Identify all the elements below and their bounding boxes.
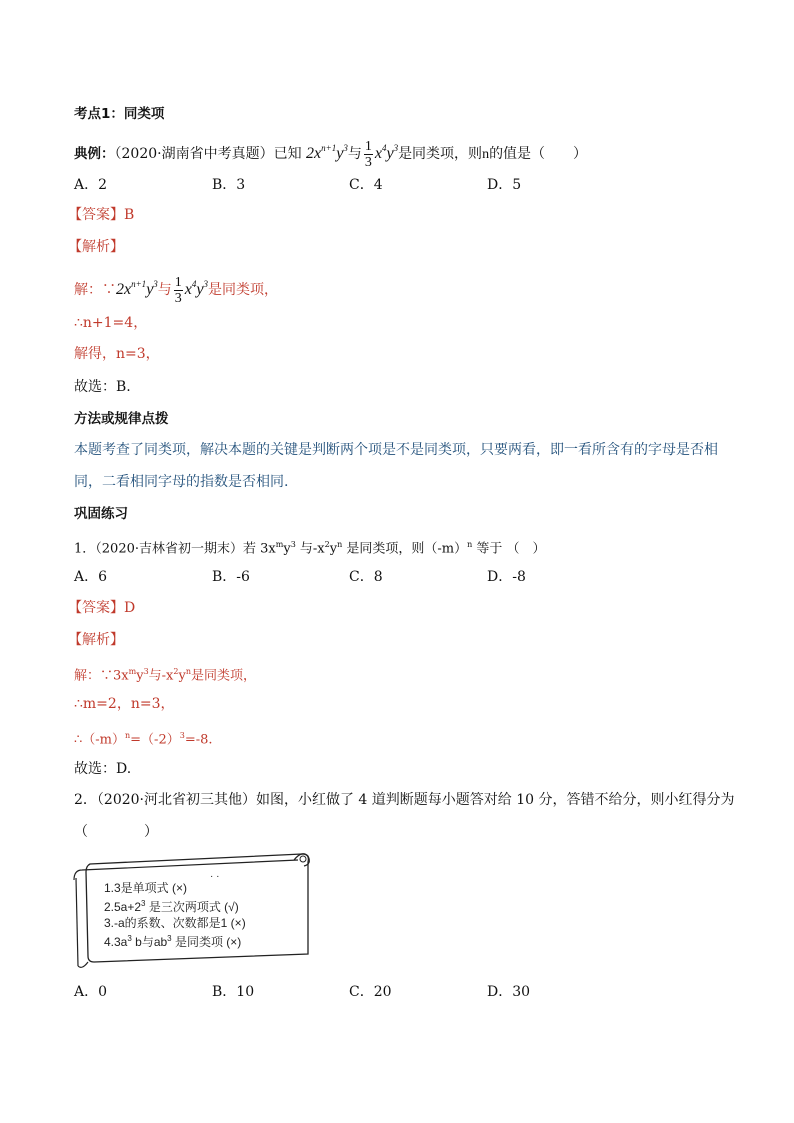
example-solution: 解：$\because 2x^{n+1}y^3$与 $\frac{1}{3}$ $x^4y^3$是同类项，	[74, 274, 279, 306]
example-question: 典例：（2020·湖南省中考真题）已知 $2x^{n+1}y^3$与 $\frac{1}{3}$ $x^4y^3$是同类项，则n的值是（ ）	[74, 138, 588, 170]
q1-option-c: C．8	[349, 569, 383, 585]
q1-answer: 【答案】D	[68, 600, 136, 616]
expr-left: $2x^{n+1}y^3$	[306, 143, 348, 162]
example-answer: 【答案】B	[68, 207, 135, 223]
q1-step-1: ∴m=2，n=3，	[74, 696, 175, 712]
scroll-text	[104, 871, 246, 950]
q1-step-3: 故选：D.	[74, 761, 132, 777]
q2-option-d: D．30	[487, 984, 531, 1000]
q2-option-c: C．20	[349, 984, 392, 1000]
example-step-3: 故选：B.	[74, 379, 131, 395]
q1-option-a: A．6	[74, 569, 108, 585]
q2-blank: （ ）	[74, 824, 158, 840]
section-title: 考点1：同类项	[74, 106, 165, 122]
practice-title: 巩固练习	[74, 506, 128, 522]
example-source: （2020·湖南省中考真题）已知	[114, 146, 302, 162]
example-option-c: C．4	[349, 177, 383, 193]
method-line-2: 同，二看相同字母的指数是否相同.	[74, 474, 289, 490]
q1-option-b: B．-6	[212, 569, 250, 585]
q2-option-b: B．10	[212, 984, 255, 1000]
q1-solution: 解：$\because 3x^my^3$与$-x^2y^n$是同类项，	[74, 667, 257, 684]
method-line-1: 本题考查了同类项，解决本题的关键是判断两个项是不是同类项，只要两看，即一看所含有的字母是否相	[74, 442, 718, 458]
example-step-2: 解得，n=3，	[74, 346, 160, 362]
expr-right: $x^4y^3$	[374, 143, 399, 162]
q1-analysis-label: 【解析】	[68, 632, 124, 648]
example-option-b: B．3	[212, 177, 246, 193]
example-option-a: A．2	[74, 177, 108, 193]
scroll-line-2: $2.5a+2^3$ 是三次两项式 (√)	[104, 899, 239, 914]
method-title: 方法或规律点拨	[74, 411, 169, 427]
example-label: 典例：	[74, 146, 115, 162]
q1-stem: 1．（2020·吉林省初一期末）若 $3x^my^3$ 与$-x^2y^n$ 是同类项，则$(-m)^n$ 等于 （ ）	[74, 540, 546, 557]
example-option-d: D．5	[487, 177, 522, 193]
q1-step-2: $\therefore(-m)^n=(-2)^3=-8$.	[74, 731, 213, 748]
example-step-1: ∴n+1=4，	[74, 315, 148, 331]
scroll-line-1: 1.3是单项式 (×)	[104, 881, 188, 895]
q2-stem: 2．（2020·河北省初三其他）如图，小红做了 4 道判断题每小题答对给 10 分，答错不给分，则小红得分为	[74, 792, 735, 808]
scroll-dots: · ·	[210, 871, 220, 882]
q1-option-d: D．-8	[487, 569, 526, 585]
example-analysis-label: 【解析】	[68, 239, 124, 255]
scroll-line-4: $4.3a^3$ b与$ab^3$ 是同类项 (×)	[104, 934, 242, 949]
scroll-line-3: 3.-a的系数、次数都是1 (×)	[104, 916, 246, 930]
fraction-one-third: $\frac{1}{3}$	[364, 138, 372, 170]
q2-option-a: A．0	[74, 984, 108, 1000]
